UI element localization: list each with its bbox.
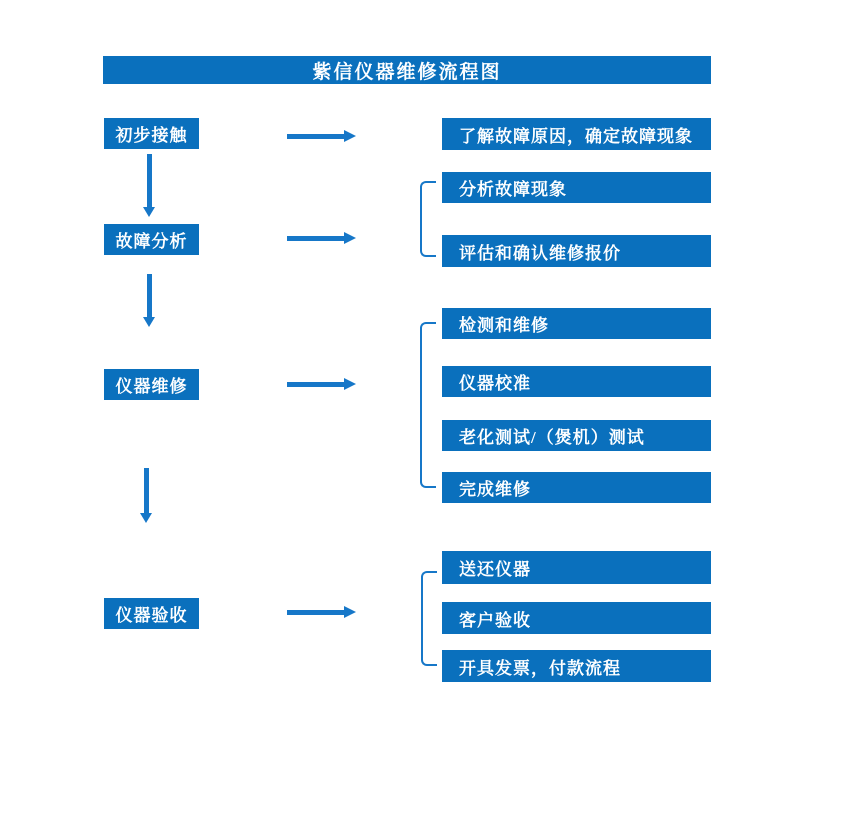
right-arrow-2-head [344, 232, 356, 244]
right-arrow-1-shaft [287, 134, 344, 139]
down-arrow-1-head [143, 207, 155, 217]
down-arrow-2-head [143, 317, 155, 327]
output-box-analyze-fault: 分析故障现象 [442, 172, 711, 203]
output-box-return-instrument: 送还仪器 [442, 551, 711, 584]
right-arrow-4 [287, 606, 356, 619]
bracket-stage-4 [421, 571, 437, 666]
right-arrow-2-shaft [287, 236, 344, 241]
stage-box-initial-contact: 初步接触 [104, 118, 199, 149]
down-arrow-2 [143, 274, 156, 327]
output-box-calibration: 仪器校准 [442, 366, 711, 397]
output-box-confirm-quote: 评估和确认维修报价 [442, 235, 711, 267]
output-box-repair-complete: 完成维修 [442, 472, 711, 503]
right-arrow-4-head [344, 606, 356, 618]
right-arrow-1 [287, 130, 356, 143]
output-box-understand-fault: 了解故障原因，确定故障现象 [442, 118, 711, 150]
right-arrow-4-shaft [287, 610, 344, 615]
right-arrow-3-head [344, 378, 356, 390]
stage-box-fault-analysis: 故障分析 [104, 224, 199, 255]
down-arrow-2-shaft [147, 274, 152, 317]
flowchart-title: 紫信仪器维修流程图 [103, 56, 711, 84]
output-box-aging-test: 老化测试/（煲机）测试 [442, 420, 711, 451]
down-arrow-1-shaft [147, 154, 152, 207]
right-arrow-3 [287, 378, 356, 391]
stage-box-instrument-repair: 仪器维修 [104, 369, 199, 400]
right-arrow-2 [287, 232, 356, 245]
bracket-stage-3 [420, 322, 436, 488]
output-box-invoice-payment: 开具发票，付款流程 [442, 650, 711, 682]
right-arrow-1-head [344, 130, 356, 142]
down-arrow-3-head [140, 513, 152, 523]
output-box-customer-acceptance: 客户验收 [442, 602, 711, 634]
stage-box-instrument-acceptance: 仪器验收 [104, 598, 199, 629]
bracket-stage-2 [420, 181, 436, 257]
down-arrow-3-shaft [144, 468, 149, 513]
down-arrow-1 [143, 154, 156, 217]
output-box-inspect-repair: 检测和维修 [442, 308, 711, 339]
right-arrow-3-shaft [287, 382, 344, 387]
down-arrow-3 [140, 468, 153, 523]
